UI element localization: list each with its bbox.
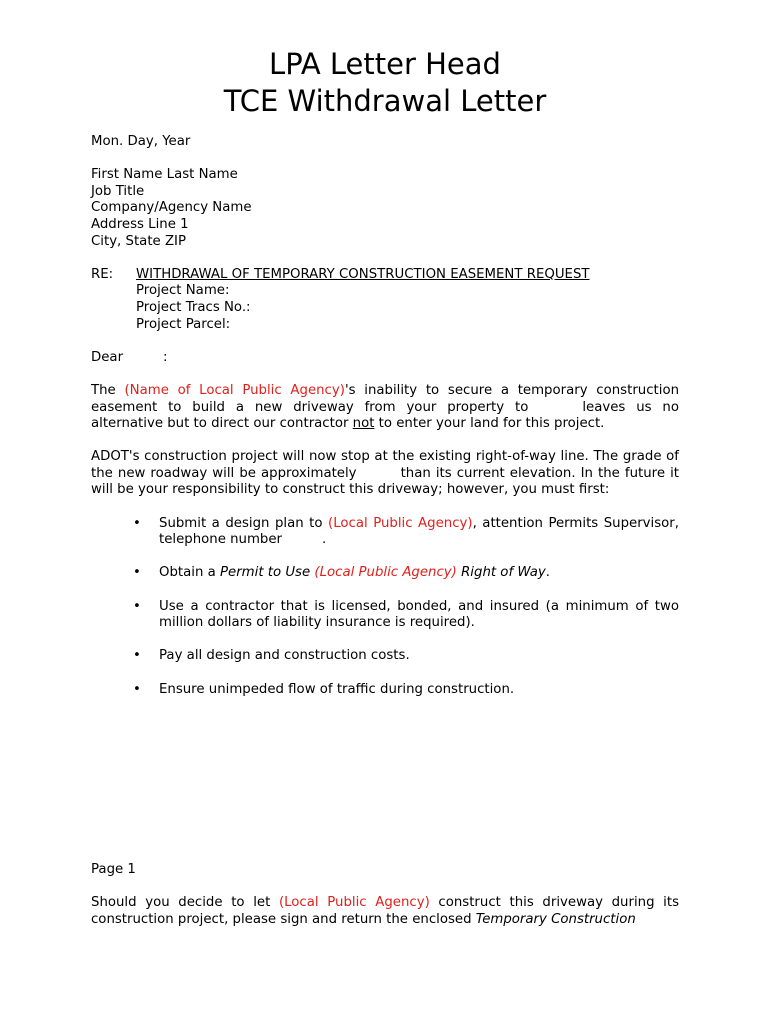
bullet-icon: • bbox=[133, 598, 141, 614]
agency-placeholder: (Name of Local Public Agency) bbox=[124, 382, 345, 398]
agency-placeholder: (Local Public Agency) bbox=[328, 515, 473, 531]
bullet3-text: Use a contractor that is licensed, bonded, and insured (a minimum of two million dollars of liability insurance is required). bbox=[159, 598, 679, 631]
list-item bbox=[91, 516, 679, 549]
list-item bbox=[91, 599, 679, 632]
para2-text-start: ADOT's construction project will now stop at the existing right-of-way line. The grade of the new roadway will be approximately bbox=[91, 449, 679, 481]
letter-head-title: LPA Letter Head bbox=[269, 47, 501, 81]
not-emphasis: not bbox=[352, 416, 375, 432]
right-of-way-title: Right of Way bbox=[456, 565, 546, 581]
para3-text-middle: construct this driveway during its construction project, please sign and return the enclosed bbox=[91, 895, 679, 927]
list-item bbox=[91, 682, 679, 699]
recipient-address-line: Address Line 1 bbox=[91, 216, 189, 232]
paragraph-1 bbox=[91, 383, 679, 433]
re-subject: WITHDRAWAL OF TEMPORARY CONSTRUCTION EASEMENT REQUEST bbox=[136, 266, 590, 282]
bullet1-text-start: Submit a design plan to bbox=[159, 515, 329, 531]
salutation-colon: : bbox=[163, 349, 168, 365]
letter-subtitle: TCE Withdrawal Letter bbox=[223, 84, 547, 118]
recipient-city-state-zip: City, State ZIP bbox=[91, 233, 186, 249]
bullet1-text-end: . bbox=[322, 532, 327, 548]
re-label: RE: bbox=[91, 266, 114, 282]
recipient-job-title: Job Title bbox=[91, 183, 145, 199]
permit-title: Permit to Use bbox=[220, 565, 315, 581]
bullet1-text-middle: , attention Permits Supervisor, telephone number bbox=[159, 515, 679, 548]
page-number: Page 1 bbox=[91, 862, 136, 877]
salutation bbox=[91, 350, 679, 367]
bullet5-text: Ensure unimpeded flow of traffic during construction. bbox=[159, 681, 515, 697]
para1-text-continued: leaves us no alternative but to direct our contractor bbox=[91, 399, 679, 432]
re-tracs-no: Project Tracs No.: bbox=[136, 299, 251, 315]
agency-placeholder: (Local Public Agency) bbox=[314, 565, 457, 581]
para3-text-start: Should you decide to let bbox=[91, 895, 279, 910]
agency-placeholder: (Local Public Agency) bbox=[278, 895, 430, 910]
list-item bbox=[91, 565, 679, 582]
bullet-icon: • bbox=[133, 648, 141, 664]
paragraph-2 bbox=[91, 449, 679, 499]
list-item bbox=[91, 648, 679, 665]
re-section bbox=[91, 267, 679, 333]
requirements-list bbox=[91, 516, 679, 699]
letter-head bbox=[0, 46, 770, 120]
bullet-icon: • bbox=[133, 681, 141, 697]
para1-text-start: The bbox=[91, 382, 125, 398]
letter-body bbox=[91, 134, 679, 715]
bullet4-text: Pay all design and construction costs. bbox=[159, 648, 410, 664]
para2-text-end: than its current elevation. In the future it will be your responsibility to construct this driveway; however, you must first: bbox=[91, 465, 679, 498]
letter-date: Mon. Day, Year bbox=[91, 134, 191, 149]
recipient-company: Company/Agency Name bbox=[91, 200, 252, 216]
salutation-dear: Dear bbox=[91, 349, 124, 365]
re-parcel: Project Parcel: bbox=[136, 316, 231, 332]
para1-text-end: to enter your land for this project. bbox=[374, 416, 605, 432]
bullet2-text-end: . bbox=[545, 565, 551, 581]
bullet-icon: • bbox=[133, 515, 141, 531]
recipient-address bbox=[91, 167, 679, 250]
bullet-icon: • bbox=[133, 565, 141, 581]
paragraph-3 bbox=[91, 895, 679, 928]
para1-text-middle: 's inability to secure a temporary construction easement to build a new driveway from your property to bbox=[91, 382, 680, 415]
tce-document-title: Temporary Construction bbox=[475, 911, 636, 927]
recipient-name: First Name Last Name bbox=[91, 167, 238, 183]
re-project-name: Project Name: bbox=[136, 283, 230, 299]
bullet2-text-start: Obtain a bbox=[159, 565, 220, 581]
